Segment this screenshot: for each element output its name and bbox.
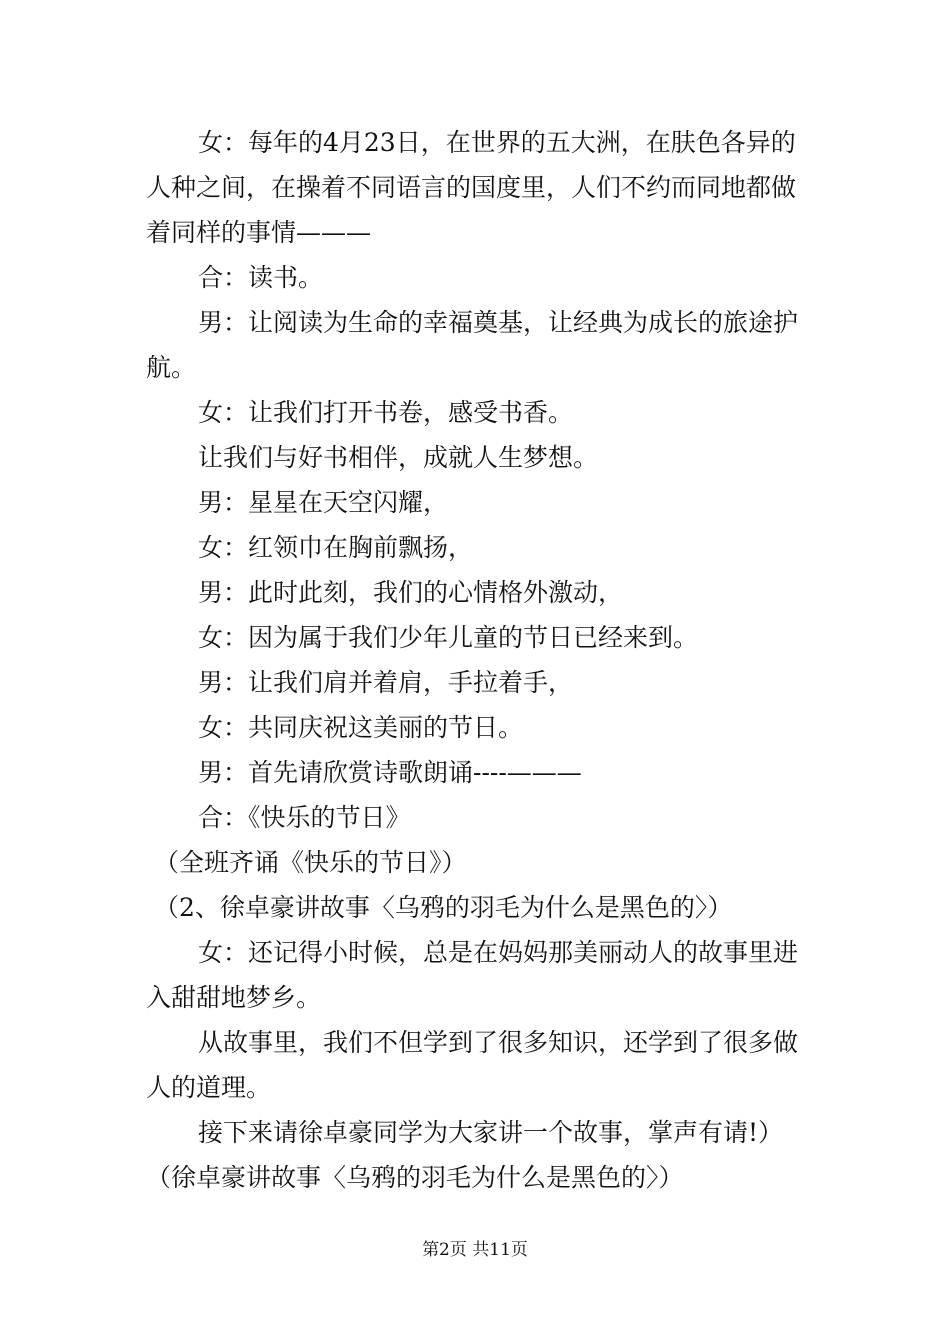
paragraph-3: 男：让阅读为生命的幸福奠基，让经典为成长的旅途护航。 (146, 308, 799, 382)
paragraph-5: 让我们与好书相伴，成就人生梦想。 (198, 443, 599, 472)
paragraph-16: 女：还记得小时候，总是在妈妈那美丽动人的故事里进入甜甜地梦乡。 (146, 938, 799, 1012)
paragraph-2: 合：读书。 (198, 263, 324, 292)
paragraph-11: 女：共同庆祝这美丽的节日。 (198, 713, 524, 742)
paragraph-17: 从故事里，我们不但学到了很多知识，还学到了很多做人的道理。 (146, 1028, 799, 1102)
paragraph-14: （全班齐诵《快乐的节日》） (154, 848, 467, 877)
paragraph-4: 女：让我们打开书卷，感受书香。 (198, 398, 574, 427)
paragraph-10: 男：让我们肩并着肩，手拉着手， (198, 668, 574, 697)
paragraph-12: 男：首先请欣赏诗歌朗诵----——— (198, 758, 582, 787)
paragraph-13: 合：《快乐的节日》 (198, 803, 411, 832)
paragraph-18: 接下来请徐卓豪同学为大家讲一个故事，掌声有请!） (198, 1118, 784, 1147)
paragraph-15: （2、徐卓豪讲故事〈乌鸦的羽毛为什么是黑色的〉） (154, 893, 733, 922)
paragraph-9: 女：因为属于我们少年儿童的节日已经来到。 (198, 623, 699, 652)
document-body (146, 120, 806, 1200)
paragraph-6: 男：星星在天空闪耀， (198, 488, 449, 517)
paragraph-1: 女：每年的4月23日，在世界的五大洲，在肤色各异的人种之间，在操着不同语言的国度里，人们不约而同地都做着同样的事情——— (146, 128, 797, 247)
paragraph-19: （徐卓豪讲故事〈乌鸦的羽毛为什么是黑色的〉） (146, 1163, 684, 1192)
paragraph-8: 男：此时此刻，我们的心情格外激动， (198, 578, 624, 607)
page-footer: 第2页 共11页 (422, 1240, 528, 1260)
paragraph-7: 女：红领巾在胸前飘扬， (198, 533, 474, 562)
